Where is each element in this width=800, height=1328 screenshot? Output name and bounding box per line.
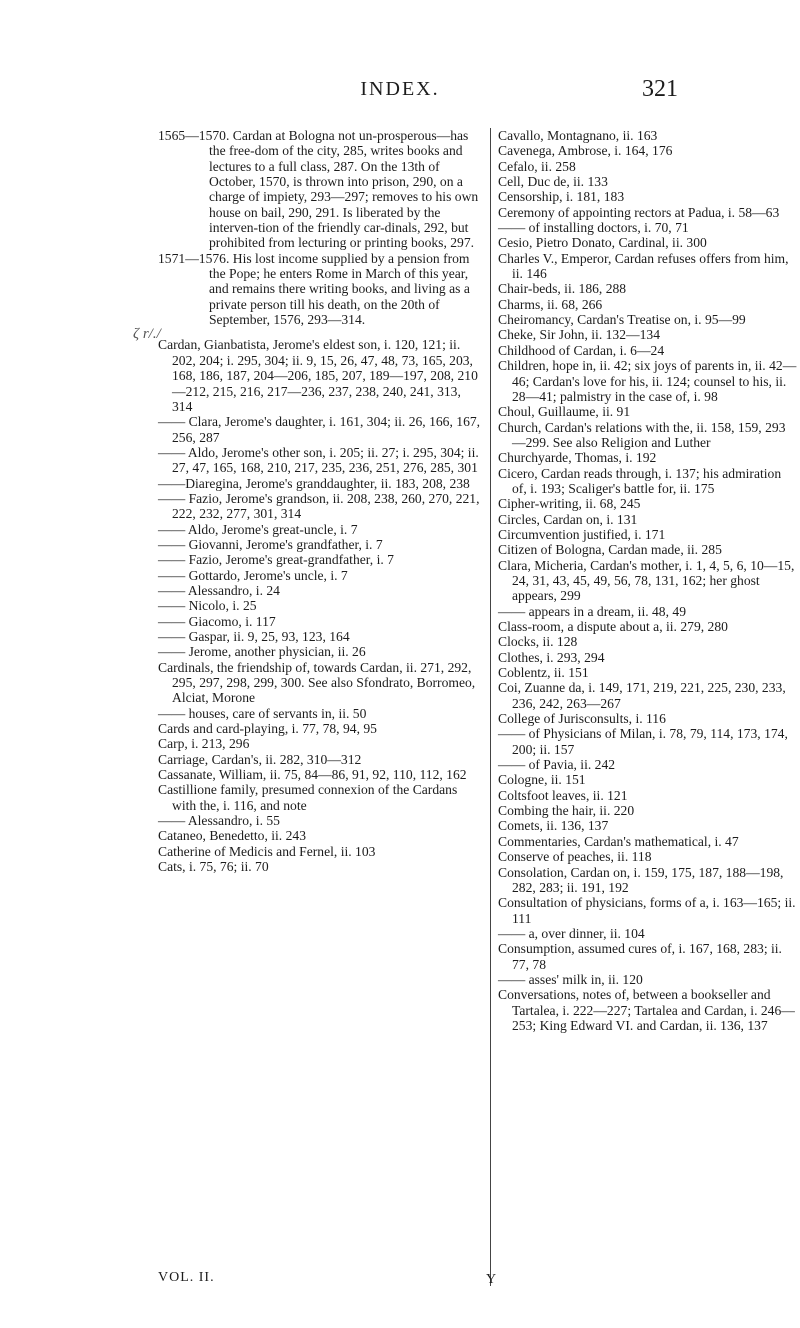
index-entry: Consultation of physicians, forms of a, i. 163—165; ii. 111 <box>498 895 796 926</box>
index-entry: Cataneo, Benedetto, ii. 243 <box>158 828 306 844</box>
index-entry: Churchyarde, Thomas, i. 192 <box>498 450 657 466</box>
index-entry: Cavallo, Montagnano, ii. 163 <box>498 128 658 143</box>
index-entry: Carriage, Cardan's, ii. 282, 310—312 <box>158 751 362 767</box>
index-entry: —— Jerome, another physician, ii. 26 <box>158 644 366 660</box>
index-entry: Class-room, a dispute about a, ii. 279, 280 <box>498 619 728 634</box>
handwritten-margin-note: ζ r/./ <box>133 326 161 342</box>
index-entry: —— appears in a dream, ii. 48, 49 <box>498 603 686 619</box>
index-entry: Cardinals, the friendship of, towards Cardan, ii. 271, 292, 295, 297, 298, 299, 300. See also Sfondrato, Borromeo, Alciat, Morone <box>158 659 476 706</box>
index-entry: —— asses' milk in, ii. 120 <box>498 971 643 987</box>
index-entry: Consumption, assumed cures of, i. 167, 168, 283; ii. 77, 78 <box>498 941 782 972</box>
right-index-column <box>498 128 798 1033</box>
index-entry: —— a, over dinner, ii. 104 <box>498 925 645 941</box>
index-entry: —— of Pavia, ii. 242 <box>498 757 616 773</box>
index-entry: Combing the hair, ii. 220 <box>498 803 635 819</box>
index-entry: —— Giovanni, Jerome's grandfather, i. 7 <box>158 536 383 552</box>
page-header <box>0 78 800 108</box>
index-entry: Cardan, Gianbatista, Jerome's eldest son, i. 120, 121; ii. 202, 204; i. 295, 304; ii. 9, 15, 26, 47, 48, 73, 165, 203, 168, 186, 187, 204—206, 185, 207, 189—197, 208, 210—212, 215, 216, 217—236, 237, 238, 240, 241, 313, 314 <box>158 337 478 414</box>
index-entry: Coltsfoot leaves, ii. 121 <box>498 787 628 803</box>
index-entry: Charles V., Emperor, Cardan refuses offers from him, ii. 146 <box>498 250 789 282</box>
index-entry: Cipher-writing, ii. 68, 245 <box>498 496 641 512</box>
volume-label: VOL. II. <box>158 1270 215 1285</box>
index-entry: —— of Physicians of Milan, i. 78, 79, 114, 173, 174, 200; ii. 157 <box>498 726 788 757</box>
index-entry: Cheke, Sir John, ii. 132—134 <box>498 327 660 343</box>
index-entry: Cavenega, Ambrose, i. 164, 176 <box>498 143 673 159</box>
index-entry: Carp, i. 213, 296 <box>158 736 250 752</box>
index-entry: Chair-beds, ii. 186, 288 <box>498 281 627 297</box>
index-entry: Comets, ii. 136, 137 <box>498 818 609 834</box>
index-entry: —— Nicolo, i. 25 <box>158 598 257 614</box>
index-entry: Castillione family, presumed connexion of the Cardans with the, i. 116, and note <box>158 782 458 813</box>
index-entry: —— Fazio, Jerome's grandson, ii. 208, 238, 260, 270, 221, 222, 232, 277, 301, 314 <box>158 490 480 522</box>
index-entry: Coblentz, ii. 151 <box>498 665 589 681</box>
index-entry: Censorship, i. 181, 183 <box>498 189 625 205</box>
index-entry: Cicero, Cardan reads through, i. 137; his admiration of, i. 193; Scaliger's battle for, ii. 175 <box>498 465 782 496</box>
signature-mark: Y <box>486 1272 497 1287</box>
index-entry: —— Fazio, Jerome's great-grandfather, i. 7 <box>158 552 394 568</box>
index-entry: —— Clara, Jerome's daughter, i. 161, 304; ii. 26, 166, 167, 256, 287 <box>158 414 481 445</box>
index-entry: —— Gaspar, ii. 9, 25, 93, 123, 164 <box>158 629 350 644</box>
index-entry: Choul, Guillaume, ii. 91 <box>498 404 631 420</box>
index-entry: Circumvention justified, i. 171 <box>498 526 666 542</box>
index-entry: —— Alessandro, i. 55 <box>158 813 280 829</box>
index-entry: Church, Cardan's relations with the, ii. 158, 159, 293—299. See also Religion and Luther <box>498 419 786 450</box>
index-entry: —— Giacomo, i. 117 <box>158 613 276 629</box>
index-entry: Cheiromancy, Cardan's Treatise on, i. 95—99 <box>498 312 746 328</box>
index-entry: Cassanate, William, ii. 75, 84—86, 91, 92, 110, 112, 162 <box>158 767 467 783</box>
page-number: 321 <box>642 76 678 102</box>
left-index-column <box>158 128 483 875</box>
index-entry: Citizen of Bologna, Cardan made, ii. 285 <box>498 542 722 558</box>
index-entry: Catherine of Medicis and Fernel, ii. 103 <box>158 843 376 859</box>
index-entry: 1571—1576. His lost income supplied by a pension from the Pope; he enters Rome in March of this year, and remains there writing books, and living as a private person till his death, on the 20th of September, 1576, 293—314. <box>158 250 470 328</box>
index-entry: Cefalo, ii. 258 <box>498 158 576 174</box>
index-entry: —— Aldo, Jerome's other son, i. 205; ii. 27; i. 295, 304; ii. 27, 47, 165, 168, 210, 217, 235, 236, 251, 276, 285, 301 <box>158 444 479 476</box>
index-entry: —— Gottardo, Jerome's uncle, i. 7 <box>158 567 348 583</box>
index-entry: Children, hope in, ii. 42; six joys of parents in, ii. 42—46; Cardan's love for his, ii. 124; counsel to his, ii. 28—41; palmistry in the case of, i. 98 <box>498 358 797 404</box>
index-entry: Cards and card-playing, i. 77, 78, 94, 95 <box>158 721 377 737</box>
index-entry: Consolation, Cardan on, i. 159, 175, 187, 188—198, 282, 283; ii. 191, 192 <box>498 864 784 895</box>
index-entry: Conserve of peaches, ii. 118 <box>498 849 652 865</box>
column-divider <box>490 128 491 1286</box>
index-entry: 1565—1570. Cardan at Bologna not un-prosperous—has the free-dom of the city, 285, writes books and lectures to a full class, 287. On the 13th of October, 1570, is thrown into prison, 290, on a charge of impiety, 293—297; removes to his own house on bail, 290, 291. Is liberated by the interven-tion of the friendly car-dinals, 292, but prohibited from lecturing or printing books, 297. <box>158 128 479 251</box>
index-entry: Cell, Duc de, ii. 133 <box>498 174 608 190</box>
index-entry: ——Diaregina, Jerome's granddaughter, ii. 183, 208, 238 <box>158 475 470 491</box>
index-entry: Cologne, ii. 151 <box>498 772 586 788</box>
index-entry: College of Jurisconsults, i. 116 <box>498 711 666 727</box>
index-entry: Circles, Cardan on, i. 131 <box>498 511 638 527</box>
index-entry: Charms, ii. 68, 266 <box>498 296 603 312</box>
index-entry: Cesio, Pietro Donato, Cardinal, ii. 300 <box>498 235 707 251</box>
index-entry: Cats, i. 75, 76; ii. 70 <box>158 859 269 875</box>
index-entry: Coi, Zuanne da, i. 149, 171, 219, 221, 225, 230, 233, 236, 242, 263—267 <box>498 680 786 711</box>
index-entry: Clara, Micheria, Cardan's mother, i. 1, 4, 5, 6, 10—15, 24, 31, 43, 45, 49, 56, 78, 131, 162; her ghost appears, 299 <box>498 557 795 604</box>
index-entry: —— houses, care of servants in, ii. 50 <box>158 705 367 721</box>
index-entry: Ceremony of appointing rectors at Padua, i. 58—63 <box>498 204 780 220</box>
running-head: INDEX. <box>360 78 440 100</box>
index-entry: Childhood of Cardan, i. 6—24 <box>498 342 665 358</box>
index-entry: Commentaries, Cardan's mathematical, i. 47 <box>498 833 739 849</box>
index-entry: —— Aldo, Jerome's great-uncle, i. 7 <box>158 521 358 537</box>
index-entry: —— of installing doctors, i. 70, 71 <box>498 220 689 236</box>
index-entry: Clocks, ii. 128 <box>498 634 578 650</box>
index-entry: Clothes, i. 293, 294 <box>498 649 605 665</box>
index-entry: Conversations, notes of, between a bookseller and Tartalea, i. 222—227; Tartalea and Cardan, i. 246—253; King Edward VI. and Cardan, ii. 136, 137 <box>498 987 795 1033</box>
index-entry: —— Alessandro, i. 24 <box>158 582 280 598</box>
